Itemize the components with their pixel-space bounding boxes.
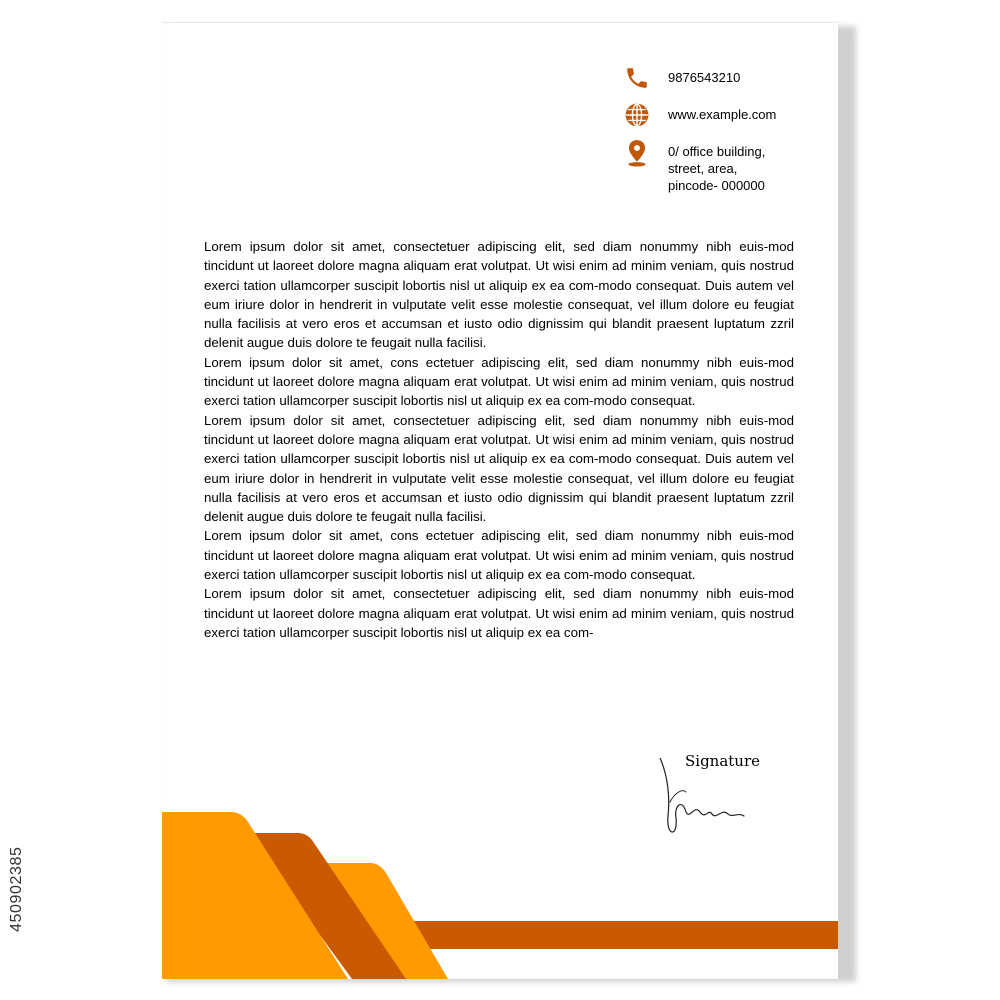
contact-phone-row	[622, 65, 832, 91]
stock-id-label	[8, 760, 32, 940]
contact-block	[622, 65, 832, 205]
contact-website-row	[622, 102, 832, 128]
contact-phone: 9876543210	[668, 70, 741, 85]
body-paragraph: Lorem ipsum dolor sit amet, consectetuer adipiscing elit, sed diam nonummy nibh euis-mod tincidunt ut laoreet dolore magna aliquam erat volutpat. Ut wisi enim ad minim veniam, quis nostrud exerci tation ullamcorper suscipit lobortis nisl ut aliquip ex ea com-	[204, 586, 794, 640]
body-paragraph: Lorem ipsum dolor sit amet, consectetuer adipiscing elit, sed diam nonummy nibh euis-mod tincidunt ut laoreet dolore magna aliquam erat volutpat. Ut wisi enim ad minim veniam, quis nostrud exerci tation ullamcorper suscipit lobortis nisl ut aliquip ex ea com-modo consequat. Duis autem vel eum iriure dolor in hendrerit in vulputate velit esse molestie consequat, vel illum dolore eu feugiat nulla facilisis at vero eros et accumsan et iusto odio dignissim qui blandit praesent luptatum zzril delenit augue duis dolore te feugait nulla facilisi.	[204, 412, 794, 525]
body-paragraph: Lorem ipsum dolor sit amet, cons ectetuer adipiscing elit, sed diam nonummy nibh euis-mod tincidunt ut laoreet dolore magna aliquam erat volutpat. Ut wisi enim ad minim veniam, quis nostrud exerci tation ullamcorper suscipit lobortis nisl ut aliquip ex ea com-modo consequat.	[204, 528, 794, 583]
stock-id-text: 450902385	[8, 846, 25, 932]
location-pin-icon	[622, 139, 652, 165]
signature-label: Signature	[685, 752, 761, 770]
body-paragraph: Lorem ipsum dolor sit amet, consectetuer adipiscing elit, sed diam nonummy nibh euis-mod tincidunt ut laoreet dolore magna aliquam erat volutpat. Ut wisi enim ad minim veniam, quis nostrud exerci tation ullamcorper suscipit lobortis nisl ut aliquip ex ea com-modo consequat. Duis autem vel eum iriure dolor in hendrerit in vulputate velit esse molestie consequat, vel illum dolore eu feugiat nulla facilisis at vero eros et accumsan et iusto odio dignissim qui blandit praesent luptatum zzril delenit augue duis dolore te feugait nulla facilisi.	[204, 239, 794, 351]
letter-body	[204, 237, 794, 642]
contact-address-row	[622, 139, 832, 194]
phone-icon	[622, 65, 652, 91]
contact-website: www.example.com	[668, 107, 777, 122]
contact-address: 0/ office building, street, area, pincode- 000000	[668, 144, 766, 193]
body-paragraph: Lorem ipsum dolor sit amet, cons ectetuer adipiscing elit, sed diam nonummy nibh euis-mod tincidunt ut laoreet dolore magna aliquam erat volutpat. Ut wisi enim ad minim veniam, quis nostrud exerci tation ullamcorper suscipit lobortis nisl ut aliquip ex ea com-modo consequat.	[204, 354, 794, 409]
footer-decoration	[162, 793, 838, 979]
globe-icon	[622, 102, 652, 128]
letterhead-page	[162, 22, 838, 979]
footer-stripe	[392, 921, 838, 949]
